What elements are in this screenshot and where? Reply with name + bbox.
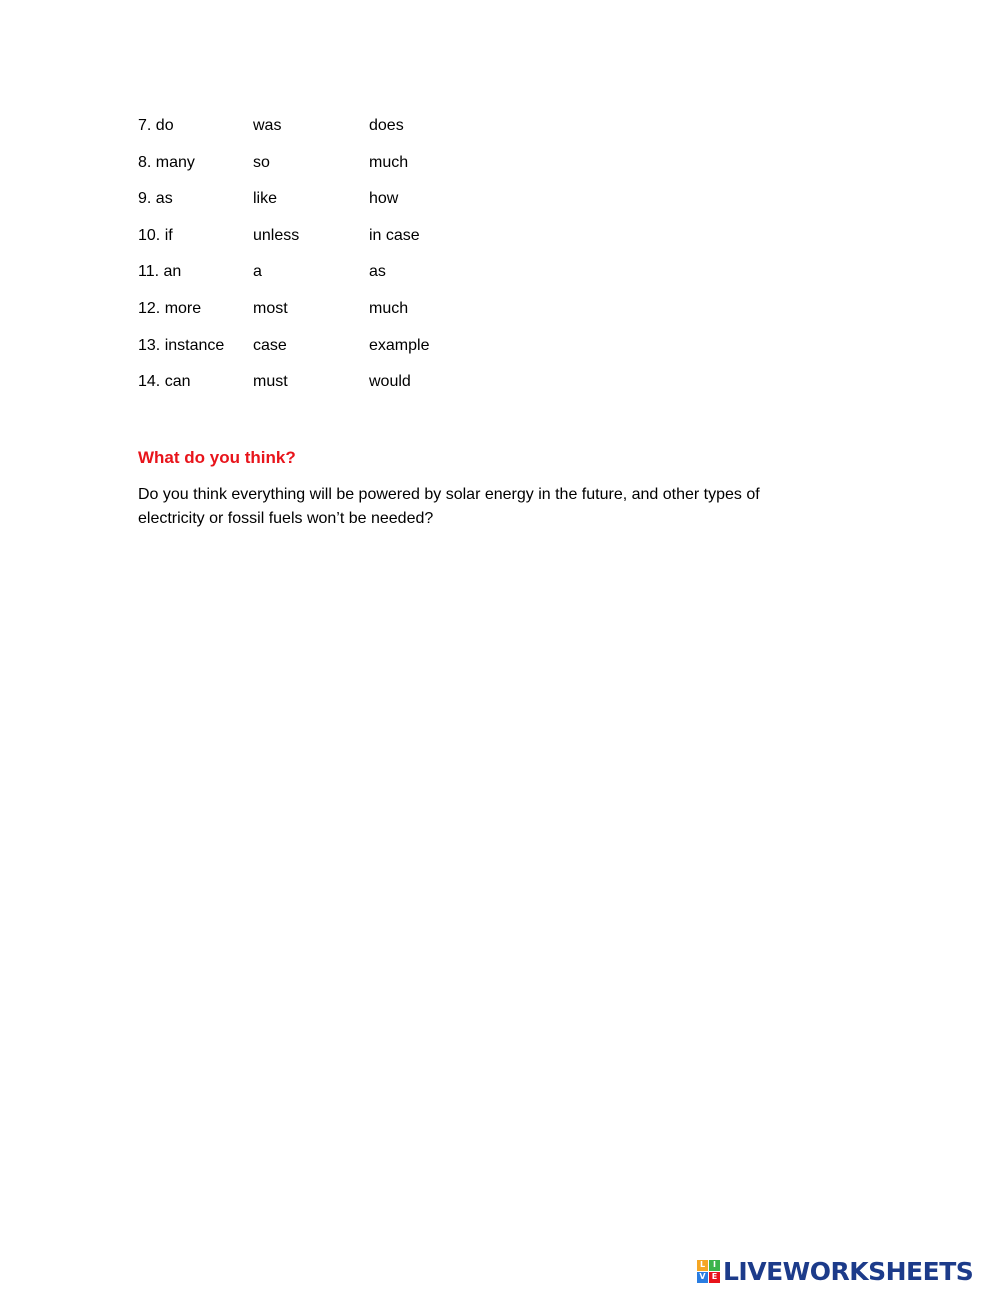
option-cell: case: [253, 336, 287, 354]
option-cell: most: [253, 299, 288, 317]
logo-text: LIVEWORKSHEETS: [723, 1256, 974, 1286]
option-cell: so: [253, 153, 270, 171]
section-heading: What do you think?: [138, 448, 296, 467]
logo-block: E: [709, 1272, 720, 1283]
option-cell: how: [369, 190, 399, 208]
liveworksheets-logo: [697, 1254, 973, 1288]
option-row: [138, 297, 498, 334]
logo-block: I: [709, 1260, 720, 1271]
option-row: [138, 187, 498, 224]
option-cell: unless: [253, 226, 300, 244]
option-row: [138, 151, 498, 188]
option-cell: much: [369, 299, 409, 317]
option-cell: 11. an: [138, 263, 182, 281]
word-options-table: [138, 114, 498, 407]
option-cell: 9. as: [138, 190, 173, 208]
option-cell: 13. instance: [138, 336, 225, 354]
option-cell: must: [253, 373, 288, 391]
option-cell: in case: [369, 226, 420, 244]
option-cell: 12. more: [138, 299, 202, 317]
option-row: [138, 114, 498, 151]
live-blocks-icon: [697, 1260, 720, 1283]
option-cell: 10. if: [138, 226, 173, 244]
option-cell: does: [369, 117, 404, 134]
option-row: [138, 224, 498, 261]
option-cell: 8. many: [138, 153, 195, 171]
option-cell: like: [253, 190, 278, 208]
option-cell: as: [369, 263, 386, 281]
discussion-question: Do you think everything will be powered by solar energy in the future, and other types of electricity or fossil fuels won’t be needed?: [138, 486, 760, 527]
option-row: [138, 334, 498, 371]
option-row: [138, 260, 498, 297]
option-row: [138, 370, 498, 407]
option-cell: a: [253, 263, 262, 281]
option-cell: example: [369, 336, 430, 354]
logo-block: L: [697, 1260, 708, 1271]
option-cell: 14. can: [138, 373, 191, 391]
option-cell: much: [369, 153, 409, 171]
option-cell: 7. do: [138, 117, 174, 134]
option-cell: would: [369, 373, 411, 391]
option-cell: was: [253, 117, 282, 134]
logo-block: V: [697, 1272, 708, 1283]
